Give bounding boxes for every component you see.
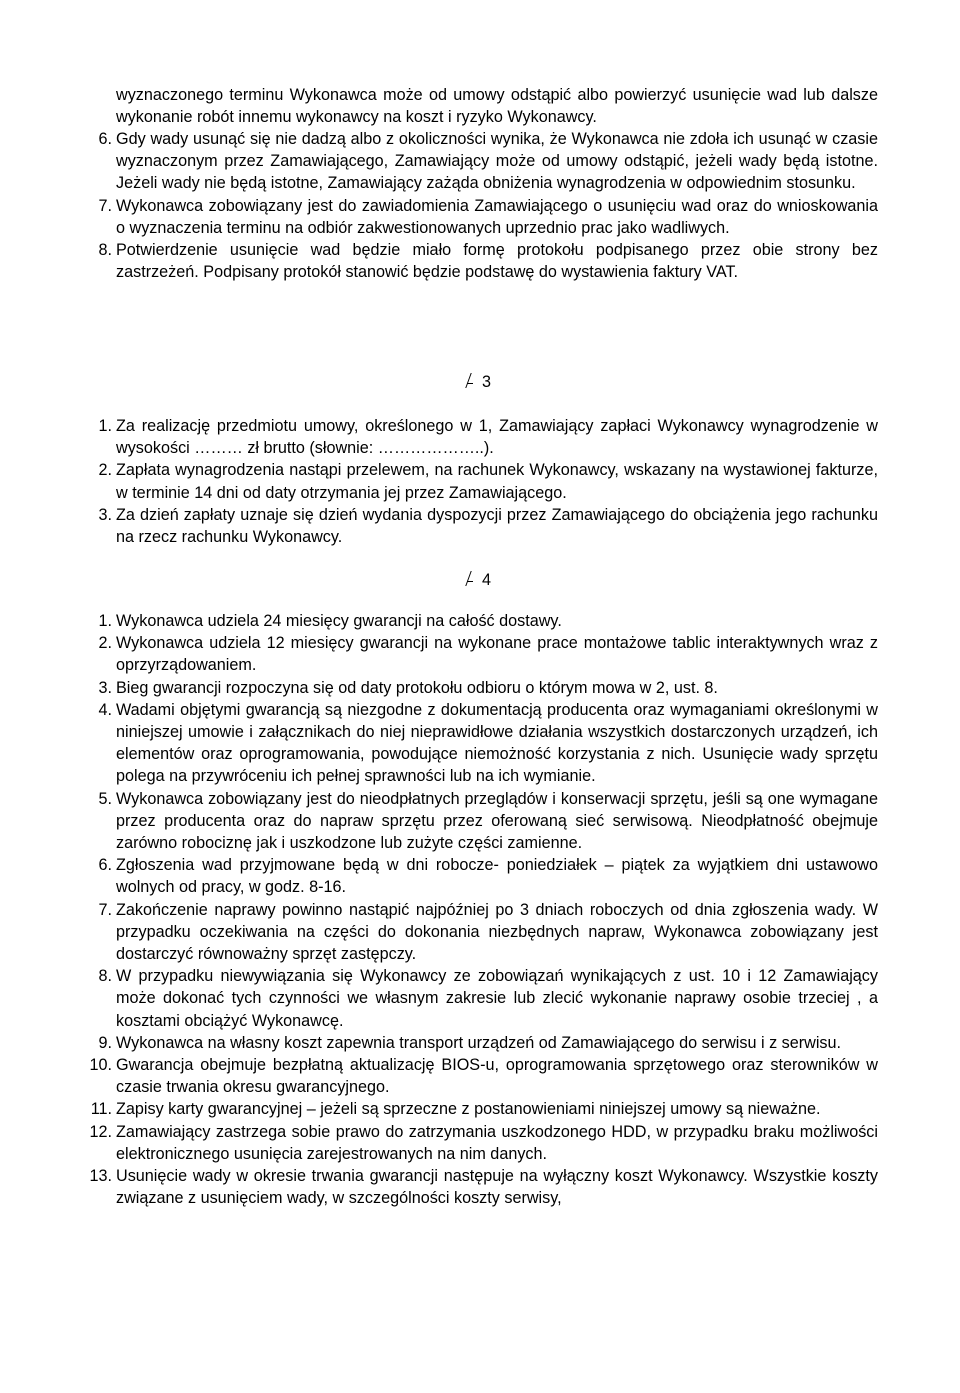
item-number: 3. bbox=[98, 505, 112, 524]
continuation-paragraph: wyznaczonego terminu Wykonawca może od umowy odstąpić albo powierzyć usunięcie wad lub dalsze wykonanie robót innemu wykonawcy na koszt i ryzyko Wykonawcy. bbox=[116, 86, 878, 127]
item-text: Zapłata wynagrodzenia nastąpi przelewem, na rachunek Wykonawcy, wskazany na wystawionej fakturze, w terminie 14 dni od daty otrzymania jej przez Zamawiającego. bbox=[116, 461, 878, 502]
list-item bbox=[78, 788, 878, 855]
list-item bbox=[78, 1098, 878, 1120]
list-item bbox=[78, 128, 878, 195]
item-number: 2. bbox=[98, 461, 112, 480]
item-number: 6. bbox=[98, 130, 112, 148]
list-item bbox=[78, 1165, 878, 1209]
section-number: 3 bbox=[482, 373, 492, 391]
item-number: 1. bbox=[98, 417, 112, 435]
item-text: Usunięcie wady w okresie trwania gwarancji następuje na wyłączny koszt Wykonawcy. Wszystkie koszty związane z usunięciem wady, w szczególności koszty serwisy, bbox=[116, 1167, 878, 1208]
item-number: 12. bbox=[89, 1122, 112, 1141]
list-item bbox=[78, 504, 878, 548]
list-item bbox=[78, 699, 878, 788]
section-heading-4 bbox=[466, 571, 491, 590]
list-item bbox=[78, 415, 878, 459]
section-3-list bbox=[78, 415, 878, 548]
item-text: Gdy wady usunąć się nie dadzą albo z okoliczności wynika, że Wykonawca nie zdoła ich usunąć w czasie wyznaczonym przez Zamawiającego, Zamawiający może od umowy odstąpić, jeżeli wady będą istotne. Jeżeli wady nie będą istotne, Zamawiający zażąda obniżenia wynagrodzenia w odpowiednim stosunku. bbox=[116, 130, 878, 193]
list-item bbox=[78, 632, 878, 676]
section-sign-icon bbox=[466, 373, 476, 389]
section-heading-3 bbox=[466, 373, 491, 392]
item-text: Wykonawca udziela 24 miesięcy gwarancji na całość dostawy. bbox=[116, 612, 562, 630]
item-text: Wykonawca na własny koszt zapewnia transport urządzeń od Zamawiającego do serwisu i z serwisu. bbox=[116, 1033, 842, 1052]
item-number: 11. bbox=[90, 1100, 112, 1119]
list-item bbox=[78, 459, 878, 503]
item-number: 9. bbox=[98, 1033, 112, 1052]
item-text: Wykonawca zobowiązany jest do nieodpłatnych przeglądów i konserwacji sprzętu, jeśli są one wymagane przez producenta oraz do napraw sprzętu przez oferowaną sieć serwisową. Nieodpłatność obejmuje zarówno robociznę jak i uszkodzone lub zużyte części zamienne. bbox=[116, 789, 878, 853]
item-number: 7. bbox=[98, 900, 112, 919]
item-number: 8. bbox=[98, 241, 112, 260]
item-text: Za realizację przedmiotu umowy, określonego w 1, Zamawiający zapłaci Wykonawcy wynagrodzenie w wysokości ……… zł brutto (słownie: ………………..). bbox=[116, 417, 878, 458]
item-number: 6. bbox=[98, 856, 112, 875]
item-text: Gwarancja obejmuje bezpłatną aktualizację BIOS-u, oprogramowania sprzętowego oraz sterowników w czasie trwania okresu gwarancyjnego. bbox=[116, 1056, 878, 1097]
section-number: 4 bbox=[482, 571, 492, 589]
item-text: Potwierdzenie usunięcie wad będzie miało formę protokołu podpisanego przez obie strony bez zastrzeżeń. Podpisany protokół stanowić będzie podstawę do wystawienia faktury VAT. bbox=[116, 241, 878, 282]
list-item bbox=[78, 1054, 878, 1098]
item-text: Zgłoszenia wad przyjmowane będą w dni robocze- poniedziałek – piątek za wyjątkiem dni ustawowo wolnych od pracy, w godz. 8-16. bbox=[116, 856, 878, 897]
item-text: Zapisy karty gwarancyjnej – jeżeli są sprzeczne z postanowieniami niniejszej umowy są nieważne. bbox=[116, 1100, 821, 1119]
list-item bbox=[78, 1032, 878, 1054]
section-4-list bbox=[78, 610, 878, 1209]
list-item bbox=[78, 899, 878, 966]
item-text: Wykonawca udziela 12 miesięcy gwarancji na wykonane prace montażowe tablic interaktywnych wraz z oprzyrządowaniem. bbox=[116, 634, 878, 675]
item-number: 1. bbox=[98, 612, 112, 630]
item-number: 4. bbox=[98, 700, 112, 719]
item-text: Zakończenie naprawy powinno nastąpić najpóźniej po 3 dniach roboczych od dnia zgłoszenia wady. W przypadku oczekiwania na części do dokonania niezbędnych napraw, Wykonawca zobowiązany jest dostarczyć równoważny sprzęt zastępczy. bbox=[116, 900, 878, 964]
item-text: W przypadku niewywiązania się Wykonawcy ze zobowiązań wynikających z ust. 10 i 12 Zamawiający może dokonać tych czynności we własnym zakresie lub zlecić wykonanie naprawy osobie trzeciej , a kosztami obciążyć Wykonawcę. bbox=[116, 967, 878, 1030]
item-number: 2. bbox=[98, 634, 112, 653]
item-number: 10. bbox=[89, 1056, 112, 1075]
item-text: Bieg gwarancji rozpoczyna się od daty protokołu odbioru o którym mowa w 2, ust. 8. bbox=[116, 678, 718, 697]
list-item bbox=[78, 195, 878, 239]
item-text: Wadami objętymi gwarancją są niezgodne z dokumentacją producenta oraz wymaganiami określonymi w niniejszej umowie i załącznikach do niej nieprawidłowe działania wszystkich dostarczonych urządzeń, ich elementów oraz oprogramowania, powodujące niemożność korzystania z nich. Usunięcie wady sprzętu polega na przywróceniu ich pełnej sprawności lub na ich wymianie. bbox=[116, 700, 878, 786]
list-item bbox=[78, 610, 878, 632]
item-number: 7. bbox=[98, 196, 112, 215]
item-number: 3. bbox=[98, 678, 112, 697]
list-item bbox=[78, 239, 878, 283]
item-text: Za dzień zapłaty uznaje się dzień wydania dyspozycji przez Zamawiającego do obciążenia jego rachunku na rzecz rachunku Wykonawcy. bbox=[116, 505, 878, 547]
item-number: 5. bbox=[98, 789, 112, 808]
item-number: 13. bbox=[89, 1167, 112, 1186]
section-sign-icon bbox=[466, 571, 476, 587]
list-item bbox=[78, 854, 878, 898]
list-item bbox=[78, 965, 878, 1032]
list-item bbox=[78, 1121, 878, 1165]
list-item bbox=[78, 677, 878, 699]
item-number: 8. bbox=[98, 967, 112, 986]
item-text: Wykonawca zobowiązany jest do zawiadomienia Zamawiającego o usunięciu wad oraz do wnioskowania o wyznaczenia terminu na odbiór zakwestionowanych uprzednio prac jako wadliwych. bbox=[116, 196, 878, 237]
section-a-list bbox=[78, 128, 878, 283]
item-text: Zamawiający zastrzega sobie prawo do zatrzymania uszkodzonego HDD, w przypadku braku możliwości elektronicznego usunięcia zarejestrowanych na nim danych. bbox=[116, 1122, 878, 1163]
